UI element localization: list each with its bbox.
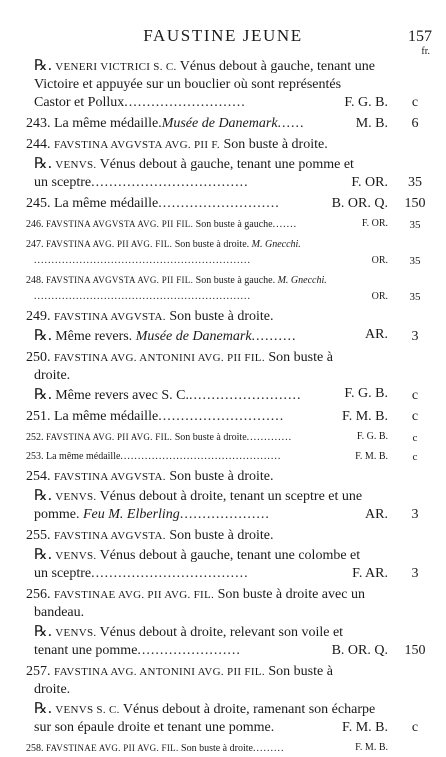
entry-number: 254. [26,469,51,484]
price-value: 35 [409,255,421,267]
entry-text: Son buste à gauche [193,219,273,230]
entry-line [34,565,388,583]
entry-line [34,681,388,699]
coin-legend: VENVS. [55,491,97,503]
entry-line [26,136,388,154]
coin-legend: FAVSTINA AVG. ANTONINI AVG. PII FIL. [54,352,265,364]
collection-name: M. Gnecchi. [275,275,327,286]
coin-legend: FAVSTINA AVGVSTA. [54,530,166,542]
entry-line [26,429,388,446]
entry-line [26,740,388,757]
entry-text: La même médaille [54,409,159,424]
entry-text: Victoire et appuyée sur un bouclier où sont représentés [34,77,342,92]
catalogue-entry [26,195,436,213]
catalogue-entry [26,468,436,486]
reverse-entry [26,385,436,405]
metal-size: F. G. B. [340,94,388,112]
price-column-label: fr. [421,46,430,57]
entry-text: Son buste à droite. [165,309,274,324]
entry-text: Son buste à gauche. [193,275,276,286]
entry-text: Son buste à [264,664,333,679]
entry-text: La même médaille [46,451,121,462]
metal-size: AR. [361,506,388,524]
catalogue-entry [26,216,436,233]
catalogue-entry [26,115,436,133]
metal-size: F. OR. [358,216,388,232]
metal-size: F. G. B. [340,385,388,403]
entry-text: Vénus debout à droite, relevant son voile et [96,625,344,640]
price-value: c [411,409,419,424]
price-value: c [411,720,419,735]
reverse-mark: ℞. [34,622,53,640]
leader-dots: ........................... [158,196,280,211]
entry-line [34,154,388,174]
entry-line [34,699,388,719]
entry-text: Vénus debout à gauche, tenant une colombe et [96,548,361,563]
entry-number: 250. [26,350,51,365]
leader-dots: ............................ [158,409,285,424]
entry-number: 245. [26,196,51,211]
price-value: c [412,432,418,444]
entry-number: 246. [26,219,44,230]
leader-dots: ................................... [91,566,249,581]
entry-text: La même médaille [54,196,159,211]
metal-size: B. OR. Q. [328,642,388,660]
entry-line [34,367,388,385]
entry-number: 251. [26,409,51,424]
coin-legend: FAVSTINA AVGVSTA AVG. PII FIL. [46,275,194,285]
metal-size: F. M. B. [351,740,388,756]
entry-line [26,349,388,367]
entry-text: Son buste à [264,350,333,365]
entry-text: Son buste à droite avec un [214,587,365,602]
leader-dots: .......... [251,329,297,344]
price-value: 150 [404,196,426,211]
price-value: c [411,388,419,403]
entry-line [26,449,388,465]
page-header [0,26,446,57]
coin-legend: VENVS. [55,159,97,171]
entry-text: bandeau. [34,605,85,620]
entry-text: Castor et Pollux [34,95,125,110]
entry-text: La même médaille. [54,116,162,131]
entry-number: 256. [26,587,51,602]
leader-dots: .............................................................. [34,255,251,266]
page-title: FAUSTINE JEUNE [143,26,303,45]
page-number: 157 [408,28,432,45]
entry-number: 243. [26,116,51,131]
leader-dots: ......... [252,743,285,754]
entry-line [26,586,388,604]
reverse-entry [26,699,436,737]
leader-dots: ...... [277,116,305,131]
catalogue-entry [26,663,436,699]
entry-line [34,622,388,642]
entry-number: 255. [26,528,51,543]
entry-text: Son buste à droite. [165,528,274,543]
coin-legend: FAVSTINA AVGVSTA. [54,311,166,323]
price-value: c [411,95,419,110]
reverse-mark: ℞. [34,56,53,74]
catalogue-entries [26,56,436,757]
entry-line [26,272,388,289]
entry-text: Vénus debout à gauche, tenant une [176,59,375,74]
catalogue-entry [26,449,436,465]
entry-line [34,486,388,506]
metal-size: F. AR. [348,565,388,583]
entry-line [34,545,388,565]
entry-text: Vénus debout à droite, tenant un sceptre et une [96,489,363,504]
entry-line [26,115,388,133]
entry-text: un sceptre [34,175,92,190]
entry-number: 249. [26,309,51,324]
entry-line [34,719,388,737]
catalogue-entry [26,527,436,545]
entry-text: Son buste à droite. [165,469,274,484]
leader-dots: ........................... [124,95,246,110]
leader-dots: ............. [246,432,293,443]
coin-legend: FAVSTINA AVGVSTA AVG. PII FIL. [46,219,194,229]
entry-line [26,195,388,213]
entry-text: un sceptre [34,566,92,581]
entry-line [26,468,388,486]
metal-size: M. B. [352,115,388,133]
leader-dots: ....................... [137,643,241,658]
metal-size: F. OR. [347,174,388,192]
coin-legend: FAVSTINA AVG. PII AVG. FIL. [46,432,173,442]
entry-line [34,604,388,622]
catalogue-entry [26,408,436,426]
coin-legend: FAVSTINA AVGVSTA AVG. PII F. [54,139,220,151]
metal-size: OR. [368,289,388,305]
price-value: 35 [408,175,422,190]
entry-number: 258. [26,743,44,754]
catalogue-entry [26,740,436,757]
coin-legend: VENVS S. C. [55,704,120,716]
collection-name: Musée de Danemark [161,116,278,131]
catalogue-entry [26,349,436,385]
entry-text: Son buste à droite. [172,239,250,250]
entry-number: 244. [26,137,51,152]
coin-legend: FAVSTINA AVG. ANTONINI AVG. PII FIL. [54,666,265,678]
entry-text: droite. [34,682,71,697]
entry-line [34,94,388,112]
entry-line [26,408,388,426]
reverse-entry [26,56,436,112]
entry-text: Même revers avec S. C. [55,388,189,403]
entry-number: 257. [26,664,51,679]
collection-name: Feu M. Elberling [79,507,180,522]
entry-line [34,642,388,660]
entry-text: tenant une pomme [34,643,138,658]
leader-dots: ....... [272,219,298,230]
coin-legend: FAVSTINA AVGVSTA. [54,471,166,483]
catalogue-entry [26,308,436,326]
metal-size: F. M. B. [338,719,388,737]
price-value: 150 [404,643,426,658]
leader-dots: .............................................................. [34,291,251,302]
reverse-entry [26,545,436,583]
entry-text: sur son épaule droite et tenant une pomme. [34,720,275,735]
coin-legend: FAVSTINAE AVG. PII AVG. FIL. [46,743,179,753]
entry-line [34,174,388,192]
entry-number: 253. [26,451,44,462]
entry-number: 247. [26,239,44,250]
price-value: 3 [411,566,419,581]
price-value: 35 [409,219,421,231]
entry-line [34,289,388,305]
reverse-entry [26,154,436,192]
price-value: 3 [411,329,419,344]
price-value: c [412,451,418,463]
entry-text: droite. [34,368,71,383]
reverse-mark: ℞. [34,385,53,403]
reverse-mark: ℞. [34,326,53,344]
entry-text: pomme. [34,507,80,522]
leader-dots: ......................... [188,388,302,403]
entry-text: Vénus debout à gauche, tenant une pomme et [96,157,354,172]
reverse-entry [26,486,436,524]
entry-line [34,385,388,405]
reverse-entry [26,326,436,346]
entry-text: Son buste à droite [178,743,253,754]
entry-line [26,308,388,326]
entry-text: Même revers. [55,329,133,344]
reverse-mark: ℞. [34,486,53,504]
entry-number: 248. [26,275,44,286]
reverse-mark: ℞. [34,545,53,563]
reverse-mark: ℞. [34,699,53,717]
reverse-entry [26,622,436,660]
catalogue-entry [26,136,436,154]
entry-number: 252. [26,432,44,443]
metal-size: OR. [368,253,388,269]
catalogue-entry [26,272,436,305]
metal-size: F. M. B. [338,408,388,426]
coin-legend: VENVS. [55,627,97,639]
price-value: 35 [409,291,421,303]
leader-dots: .............................................. [120,451,282,462]
entry-line [26,236,388,253]
price-value: 6 [411,116,419,131]
entry-text: Son buste à droite. [219,137,328,152]
entry-line [26,216,388,233]
coin-legend: VENVS. [55,550,97,562]
catalogue-entry [26,236,436,269]
leader-dots: ................................... [91,175,249,190]
metal-size: F. G. B. [353,429,388,445]
entry-line [34,506,388,524]
coin-legend: VENERI VICTRICI S. C. [55,61,177,73]
metal-size: F. M. B. [351,449,388,465]
entry-line [26,527,388,545]
collection-name: M. Gnecchi. [249,239,301,250]
catalogue-entry [26,586,436,622]
leader-dots: .................... [179,507,270,522]
entry-line [34,253,388,269]
metal-size: AR. [361,326,388,344]
entry-line [34,76,388,94]
reverse-mark: ℞. [34,154,53,172]
coin-legend: FAVSTINAE AVG. PII AVG. FIL. [54,589,215,601]
catalogue-entry [26,429,436,446]
metal-size: B. OR. Q. [328,195,388,213]
entry-line [34,56,388,76]
price-value: 3 [411,507,419,522]
entry-text: Son buste à droite [172,432,247,443]
entry-line [26,663,388,681]
entry-text: Vénus debout à droite, ramenant son écharpe [119,702,376,717]
entry-line [34,326,388,346]
coin-legend: FAVSTINA AVG. PII AVG. FIL. [46,239,173,249]
collection-name: Musée de Danemark [132,329,252,344]
